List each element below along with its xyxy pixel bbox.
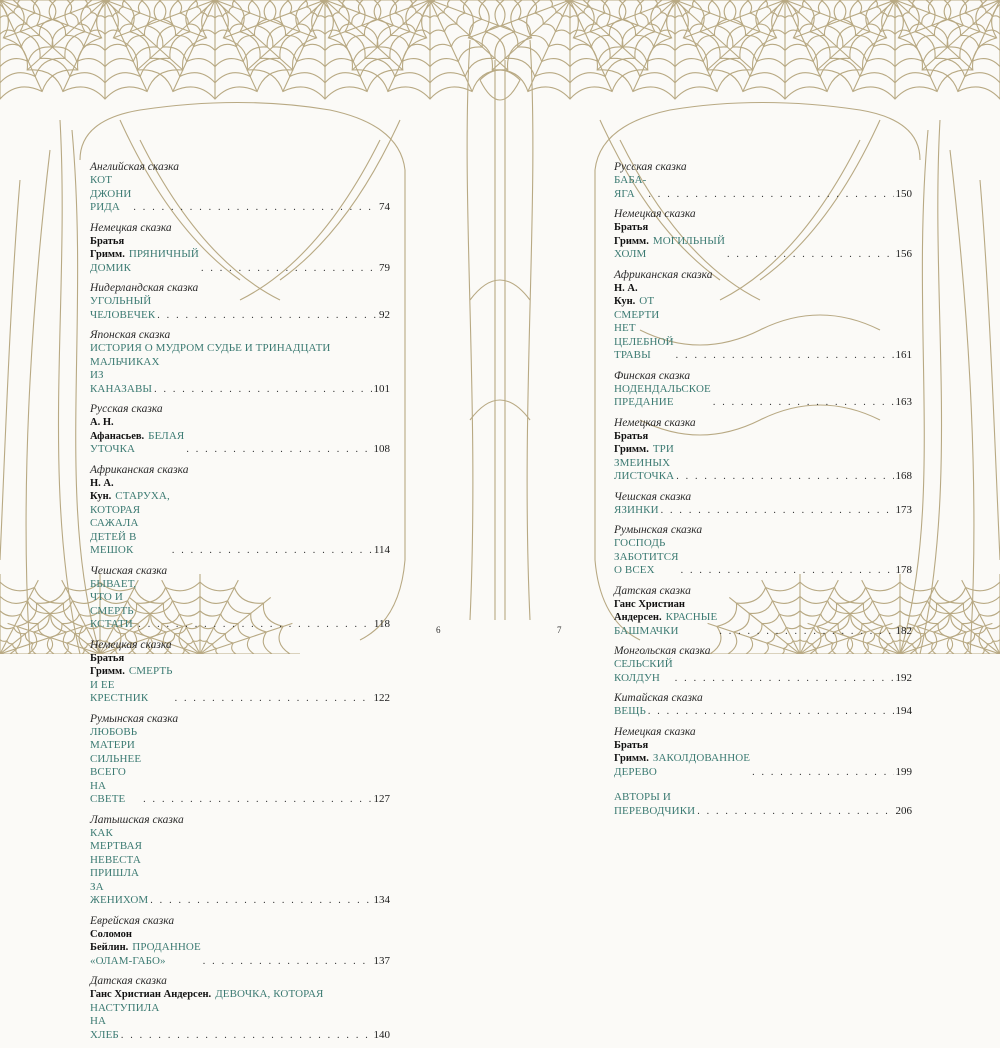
leader-dots <box>121 1029 372 1043</box>
toc-title[interactable]: СМЕРТЬ И ЕЕ КРЕСТНИК <box>90 665 173 704</box>
toc-entry[interactable] <box>90 712 390 807</box>
leader-dots <box>727 248 893 262</box>
toc-page-number[interactable]: 206 <box>895 804 912 817</box>
toc-entry[interactable] <box>614 160 912 201</box>
web-thread <box>480 70 520 100</box>
toc-author: Братья Гримм. <box>614 739 649 764</box>
right-page-contents <box>614 160 912 824</box>
toc-entry[interactable] <box>90 813 390 908</box>
toc-entry[interactable] <box>614 725 912 780</box>
toc-author: Братья Гримм. <box>90 235 125 260</box>
leader-dots <box>648 705 894 719</box>
toc-title[interactable]: БЕЛАЯ УТОЧКА <box>90 429 185 455</box>
toc-entry[interactable] <box>614 691 912 719</box>
toc-genre: Румынская сказка <box>90 712 179 725</box>
toc-page-number[interactable]: 140 <box>373 1028 390 1041</box>
toc-title[interactable]: ОТ СМЕРТИ НЕТ ЦЕЛЕБНОЙ ТРАВЫ <box>614 295 674 361</box>
web-thread <box>527 40 533 620</box>
toc-genre: Русская сказка <box>90 403 163 415</box>
toc-entry[interactable] <box>90 328 390 396</box>
toc-page-number[interactable]: 156 <box>895 248 912 260</box>
toc-entry-authors[interactable] <box>614 791 912 818</box>
toc-genre: Японская сказка <box>90 329 171 341</box>
leader-dots <box>675 672 894 686</box>
page-number-right: 7 <box>557 625 562 635</box>
leader-dots <box>154 383 371 397</box>
toc-title[interactable]: СТАРУХА, КОТОРАЯ САЖАЛА ДЕТЕЙ В МЕШОК <box>90 490 170 556</box>
toc-author: Братья Гримм. <box>90 652 125 677</box>
left-page-contents <box>90 160 390 1048</box>
leader-dots <box>150 894 371 908</box>
leader-dots <box>138 618 372 632</box>
toc-title[interactable]: КАК МЕРТВАЯ НЕВЕСТА ПРИШЛА ЗА ЖЕНИХОМ <box>90 826 149 906</box>
leader-dots <box>681 564 894 578</box>
toc-title[interactable]: БАБА-ЯГА <box>614 174 647 200</box>
toc-entry[interactable] <box>614 369 912 410</box>
toc-page-number[interactable]: 122 <box>373 692 390 704</box>
toc-entry[interactable] <box>90 281 390 322</box>
leader-dots <box>752 766 893 780</box>
toc-page-number[interactable]: 173 <box>895 503 912 516</box>
toc-page-number[interactable]: 137 <box>373 954 390 967</box>
toc-genre: Еврейская сказка <box>90 914 175 927</box>
toc-entry[interactable] <box>614 268 912 363</box>
toc-title[interactable]: ТРИ ЗМЕИНЫХ ЛИСТОЧКА <box>614 443 675 482</box>
web-thread <box>980 180 1000 560</box>
toc-page-number[interactable]: 161 <box>895 349 912 361</box>
toc-title[interactable]: БЫВАЕТ, ЧТО И СМЕРТЬ КСТАТИ <box>90 577 137 630</box>
toc-genre: Африканская сказка <box>90 463 189 476</box>
leader-dots <box>676 349 894 363</box>
web-thread <box>950 150 974 654</box>
toc-genre: Финская сказка <box>614 369 691 382</box>
toc-page-number[interactable]: 92 <box>379 308 390 321</box>
toc-page-number[interactable]: 194 <box>895 705 912 717</box>
toc-entry[interactable] <box>614 584 912 639</box>
toc-title[interactable]: НА ХЛЕБ <box>90 1015 119 1041</box>
toc-title[interactable]: ПРЯНИЧНЫЙ ДОМИК <box>90 248 199 274</box>
toc-title[interactable]: ДЕВОЧКА, КОТОРАЯ НАСТУПИЛА <box>90 988 324 1014</box>
leader-dots <box>133 201 377 215</box>
web-thread <box>0 0 215 99</box>
toc-page-number[interactable]: 163 <box>895 396 912 408</box>
toc-genre: Русская сказка <box>614 161 687 173</box>
toc-genre: Чешская сказка <box>614 490 692 503</box>
toc-title[interactable]: ГОСПОДЬ ЗАБОТИТСЯ О ВСЕХ <box>614 537 679 576</box>
toc-genre: Немецкая сказка <box>614 416 696 429</box>
toc-genre: Немецкая сказка <box>90 638 172 651</box>
toc-author: Соломон Бейлин. <box>90 928 132 953</box>
toc-title[interactable]: ЗАКОЛДОВАННОЕ ДЕРЕВО <box>614 752 751 778</box>
toc-entry[interactable] <box>90 402 390 457</box>
web-thread <box>0 180 20 560</box>
toc-page-number[interactable]: 114 <box>373 544 390 556</box>
toc-entry[interactable] <box>614 644 912 685</box>
toc-genre: Китайская сказка <box>614 692 703 704</box>
toc-entry[interactable] <box>614 416 912 484</box>
leader-dots <box>157 309 377 323</box>
toc-title[interactable]: ИЗ КАНАЗАВЫ <box>90 369 153 395</box>
toc-genre: Английская сказка <box>90 161 180 173</box>
toc-entry[interactable] <box>90 564 390 632</box>
toc-entry[interactable] <box>90 974 390 1042</box>
toc-author: Н. А. Кун. <box>90 477 114 502</box>
web-thread <box>785 0 1000 99</box>
web-thread <box>470 400 530 420</box>
toc-title[interactable]: ИСТОРИЯ О МУДРОМ СУДЬЕ И ТРИНАДЦАТИ МАЛЬЧИКАХ <box>90 342 331 368</box>
toc-entry[interactable] <box>614 207 912 262</box>
toc-page-number[interactable]: 192 <box>895 671 912 684</box>
toc-genre: Немецкая сказка <box>90 221 172 234</box>
leader-dots <box>203 955 372 969</box>
toc-entry[interactable] <box>614 490 912 518</box>
toc-entry[interactable] <box>90 160 390 215</box>
toc-title[interactable]: КРАСНЫЕ БАШМАЧКИ <box>614 611 718 637</box>
toc-entry[interactable] <box>614 523 912 578</box>
toc-author: Н. А. Кун. <box>614 282 638 307</box>
leader-dots <box>661 504 894 518</box>
toc-author: Братья Гримм. <box>614 430 649 455</box>
toc-author: Братья Гримм. <box>614 222 649 247</box>
toc-title[interactable]: КОТ ДЖОНИ РИДА <box>90 174 132 213</box>
toc-title[interactable]: ВЕЩЬ <box>614 705 646 717</box>
toc-page-number[interactable]: 182 <box>895 624 912 637</box>
toc-genre: Румынская сказка <box>614 524 703 536</box>
toc-page-number[interactable]: 79 <box>379 261 390 274</box>
web-thread <box>470 280 530 300</box>
leader-dots <box>143 793 371 807</box>
toc-page-number[interactable]: 178 <box>895 564 912 576</box>
leader-dots <box>172 544 372 558</box>
toc-genre: Нидерландская сказка <box>90 282 199 294</box>
web-thread <box>467 40 473 620</box>
toc-title[interactable]: МОГИЛЬНЫЙ ХОЛМ <box>614 234 726 260</box>
toc-title[interactable]: ПРОДАННОЕ «ОЛАМ-ГАБО» <box>90 941 201 967</box>
toc-page-number[interactable]: 74 <box>379 201 390 213</box>
leader-dots <box>648 188 893 202</box>
toc-title[interactable]: АВТОРЫ И ПЕРЕВОДЧИКИ <box>614 791 696 817</box>
page-number-left: 6 <box>436 625 441 635</box>
toc-entry[interactable] <box>90 914 390 969</box>
toc-page-number[interactable]: 199 <box>895 765 912 778</box>
toc-genre: Африканская сказка <box>614 268 713 281</box>
toc-genre: Монгольская сказка <box>614 645 711 657</box>
toc-page-number[interactable]: 108 <box>373 443 390 455</box>
toc-genre: Латышская сказка <box>90 813 184 826</box>
toc-title[interactable]: ЯЗИНКИ <box>614 503 659 516</box>
toc-author: Ганс Христиан Андерсен. <box>90 989 212 1000</box>
toc-entry[interactable] <box>90 221 390 276</box>
toc-title[interactable]: НОДЕНДАЛЬСКОЕ ПРЕДАНИЕ <box>614 382 711 408</box>
leader-dots <box>676 470 893 484</box>
toc-author: Ганс Христиан Андерсен. <box>614 598 685 623</box>
toc-genre: Датская сказка <box>614 584 691 597</box>
toc-page-number[interactable]: 101 <box>373 382 390 395</box>
leader-dots <box>186 443 371 457</box>
toc-page-number[interactable]: 134 <box>373 894 390 906</box>
toc-genre: Датская сказка <box>90 975 167 987</box>
leader-dots <box>697 805 893 819</box>
toc-page-number[interactable]: 150 <box>895 187 912 200</box>
toc-genre: Чешская сказка <box>90 564 168 577</box>
toc-entry[interactable] <box>90 463 390 558</box>
leader-dots <box>175 692 372 706</box>
toc-title[interactable]: УГОЛЬНЫЙ ЧЕЛОВЕЧЕК <box>90 295 156 321</box>
toc-page-number[interactable]: 168 <box>895 470 912 482</box>
leader-dots <box>719 625 893 639</box>
toc-genre: Немецкая сказка <box>614 725 696 738</box>
toc-title[interactable]: СЕЛЬСКИЙ КОЛДУН <box>614 658 673 684</box>
toc-entry[interactable] <box>90 638 390 706</box>
toc-author: А. Н. Афанасьев. <box>90 417 145 442</box>
toc-title[interactable]: ЛЮБОВЬ МАТЕРИ СИЛЬНЕЕ ВСЕГО НА СВЕТЕ <box>90 725 142 805</box>
toc-page-number[interactable]: 118 <box>373 618 390 630</box>
leader-dots <box>201 262 377 276</box>
leader-dots <box>713 396 894 410</box>
toc-genre: Немецкая сказка <box>614 208 696 220</box>
web-thread <box>26 150 50 654</box>
toc-page-number[interactable]: 127 <box>373 793 390 805</box>
